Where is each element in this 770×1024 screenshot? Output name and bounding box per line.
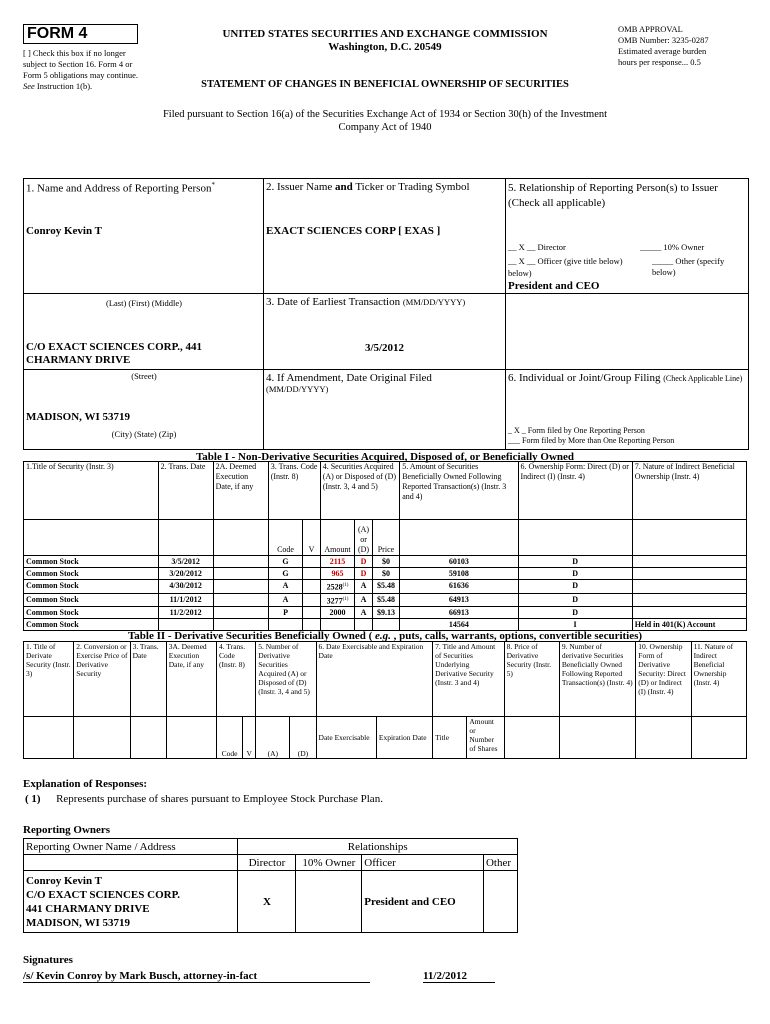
signatures-title: Signatures: [23, 954, 73, 966]
t1-cell-aod: [355, 556, 372, 568]
t1-cell-nature: [632, 568, 746, 580]
table-row: [24, 568, 747, 580]
t1-value-owned: 60103: [448, 557, 469, 566]
reporting-owners-table: [23, 838, 518, 933]
t2-h1: 1. Title of Derivate Security (Instr. 3): [24, 642, 74, 717]
agency-line2: Washington, D.C. 20549: [328, 41, 442, 53]
ro-owner-line: 441 CHARMANY DRIVE: [26, 902, 150, 915]
t1-value-code: P: [283, 608, 288, 618]
ro-owner-line: C/O EXACT SCIENCES CORP.: [26, 888, 181, 901]
ro-col-officer: Officer: [362, 855, 484, 871]
t2-h11: 11. Nature of Indirect Beneficial Ownership (Instr. 4): [691, 642, 746, 717]
form-title-box: [23, 24, 138, 44]
t1-value-form: D: [572, 557, 578, 566]
t1-value-owned: 61636: [448, 581, 469, 590]
t1-value-owned: 59108: [448, 569, 469, 578]
see-text: See: [23, 81, 35, 91]
t1-h-owned: 5. Amount of Securities Beneficially Owned Following Reported Transaction(s) (Instr. 3 and 4): [400, 462, 518, 520]
ro-owner-line: Conroy Kevin T: [26, 874, 102, 887]
t1-cell-nature: [632, 607, 746, 619]
t1-cell-aod: [355, 607, 372, 619]
t1-value-form: D: [572, 594, 578, 604]
ro-col-rel: Relationships: [238, 839, 518, 855]
t1-cell-security: [24, 607, 159, 619]
t1-value-form: D: [572, 608, 578, 618]
t1-cell-owned: [400, 593, 518, 607]
t1-cell-owned: [400, 607, 518, 619]
footnote-ref[interactable]: (1): [342, 596, 349, 602]
ro-other-val: [483, 871, 517, 933]
t2-sub-title: Title: [433, 717, 467, 759]
omb-approval: [618, 24, 763, 68]
t1-value-code: G: [282, 557, 289, 566]
t1-value-date: 3/5/2012: [171, 557, 200, 566]
t2-h3a: 3A. Deemed Execution Date, if any: [166, 642, 216, 717]
t1-cell-owned: [400, 619, 518, 631]
t1-cell-security: [24, 580, 159, 594]
reporting-owners-title: Reporting Owners: [23, 824, 111, 836]
t1-sub-price: Price: [372, 520, 400, 556]
t1-h-deemed: 2A. Deemed Execution Date, if any: [213, 462, 268, 520]
ro-director-val: X: [238, 871, 296, 933]
t1-cell-amount: [320, 619, 355, 631]
t1-cell-security: [24, 568, 159, 580]
t1-value-date: 11/2/2012: [169, 608, 202, 618]
omb-line1: OMB APPROVAL: [618, 24, 683, 34]
box2-label: 2. Issuer Name and Ticker or Trading Symbol: [266, 181, 470, 193]
box6-label: 6. Individual or Joint/Group Filing (Check Applicable Line): [508, 372, 743, 384]
t1-value-amount: 2528: [326, 582, 343, 592]
t2-sub-a: (A): [256, 717, 290, 759]
city-fields-label: (City) (State) (Zip): [111, 429, 177, 439]
table1: [23, 461, 747, 631]
t1-cell-amount: [320, 580, 355, 594]
t1-value-security: Common Stock: [26, 581, 79, 590]
t1-cell-nature: [632, 619, 746, 631]
t1-value-date: 4/30/2012: [169, 581, 202, 590]
ro-col-other: Other: [483, 855, 517, 871]
t1-cell-v: [303, 607, 320, 619]
t1-cell-date: [158, 580, 213, 594]
t1-cell-owned: [400, 568, 518, 580]
t1-h-security: 1.Title of Security (Instr. 3): [24, 462, 159, 520]
t1-cell-nature: [632, 580, 746, 594]
t1-value-aod: A: [360, 594, 367, 604]
t1-cell-price: [372, 580, 400, 594]
t1-cell-price: [372, 593, 400, 607]
street-address: C/O EXACT SCIENCES CORP., 441 CHARMANY DRIVE: [26, 341, 203, 366]
t1-cell-form: [518, 619, 632, 631]
t1-sub-aod: (A) or (D): [355, 520, 372, 556]
t1-value-price: $9.13: [376, 608, 395, 618]
t1-h-form: 6. Ownership Form: Direct (D) or Indirect (I) (Instr. 4): [518, 462, 632, 520]
table1-title: Table I - Non-Derivative Securities Acquired, Disposed of, or Beneficially Owned: [195, 451, 575, 463]
t2-sub-v: V: [243, 717, 256, 759]
street-label: (Street): [131, 371, 157, 381]
t1-cell-v: [303, 593, 320, 607]
t1-cell-deemed: [213, 607, 268, 619]
t1-cell-v: [303, 568, 320, 580]
one-person-option[interactable]: _ X _ Form filed by One Reporting Person: [508, 426, 645, 435]
t1-value-code: A: [282, 594, 289, 604]
city-state-zip: MADISON, WI 53719: [26, 411, 131, 423]
t1-cell-code: [268, 593, 303, 607]
t1-value-date: 3/20/2012: [169, 569, 202, 578]
t1-value-code: A: [282, 581, 289, 590]
t1-value-form: D: [572, 581, 578, 590]
box4-label: 4. If Amendment, Date Original Filed (MM/DD/YYYY): [266, 372, 432, 394]
t1-cell-aod: [355, 580, 372, 594]
table-row: [24, 619, 747, 631]
t1-cell-v: [303, 619, 320, 631]
t1-cell-deemed: [213, 580, 268, 594]
ro-col-director: Director: [238, 855, 296, 871]
t2-h10: 10. Ownership Form of Derivative Security: Direct (D) or Indirect (I) (Instr. 4): [636, 642, 691, 717]
checkbox-note-text: [ ] Check this box if no longer subject to Section 16. Form 4 or Form 5 obligations may continue.: [23, 48, 138, 80]
issuer-name: EXACT SCIENCES CORP [ EXAS ]: [266, 225, 441, 237]
t1-cell-v: [303, 556, 320, 568]
t1-cell-code: [268, 619, 303, 631]
t1-sub-code: Code: [268, 520, 303, 556]
t1-cell-price: [372, 607, 400, 619]
table2: [23, 641, 747, 759]
t1-cell-form: [518, 580, 632, 594]
officer-checkbox[interactable]: __ X __ Officer (give title below): [508, 256, 623, 266]
t1-value-price: $0: [381, 569, 390, 578]
boxes-frame: 1. Name and Address of Reporting Person* Conroy Kevin T (Last) (First) (Middle) C/O EXACT SCIENCES CORP., 441 CHARMANY DRIVE (Street) MADISON, WI 53719 (City) (State) (Zip) 2. Issuer Name and Ticker or Trading Symbol EXACT SCIENCES CORP [ EXAS ] 3. Date of Earliest Transaction (MM/DD/YYYY) 3/5/2012 4. If Amendment, Date Original Filed (MM/DD/YYYY) 5. Relationship of Reporting Person(s) to Issuer (Check all applicable) __ X __ Director _____ 10% Owner __ X __ Officer (give title below) _____ Other (specify below) below) President and CEO 6. Individual or Joint/Group Filing (Check Applicable Line) _ X _ Form filed by One Reporting Person ___ Form filed by More than One Reporting Person: [23, 178, 749, 450]
footnote-number: ( 1): [25, 793, 41, 805]
t2-h4: 4. Trans. Code (Instr. 8): [217, 642, 256, 717]
t1-cell-form: [518, 593, 632, 607]
ro-col-10: 10% Owner: [296, 855, 362, 871]
footnote-1: [25, 793, 383, 805]
t1-value-amount: 2000: [329, 608, 346, 618]
omb-line2: OMB Number: 3235-0287: [618, 35, 709, 45]
other-checkbox[interactable]: _____ Other (specify below): [652, 256, 725, 277]
t1-value-nature: Held in 401(K) Account: [634, 620, 716, 630]
t1-sub-amount: Amount: [320, 520, 355, 556]
checkbox-note: [23, 48, 151, 92]
t1-h-code: 3. Trans. Code (Instr. 8): [268, 462, 320, 520]
t1-value-aod: D: [360, 557, 367, 566]
t1-value-price: $0: [381, 557, 390, 566]
table2-title: Table II - Derivative Securities Beneficially Owned ( e.g. , puts, calls, warrants, options, convertible securities): [127, 630, 643, 642]
omb-line4: hours per response... 0.5: [618, 57, 701, 67]
t1-cell-code: [268, 580, 303, 594]
t1-value-security: Common Stock: [26, 620, 79, 630]
t2-sub-date-ex: Date Exercisable: [316, 717, 376, 759]
ro-owner-line: MADISON, WI 53719: [26, 916, 131, 929]
t1-cell-date: [158, 619, 213, 631]
t1-cell-code: [268, 607, 303, 619]
t1-value-owned: 66913: [448, 608, 469, 618]
t1-cell-date: [158, 593, 213, 607]
box5-label: 5. Relationship of Reporting Person(s) to Issuer (Check all applicable): [508, 182, 718, 209]
t1-cell-security: [24, 593, 159, 607]
t1-cell-deemed: [213, 593, 268, 607]
t1-value-date: 11/1/2012: [169, 594, 202, 604]
t1-cell-nature: [632, 593, 746, 607]
t1-cell-aod: [355, 619, 372, 631]
t1-value-security: Common Stock: [26, 594, 79, 604]
t2-h9: 9. Number of derivative Securities Beneficially Owned Following Reported Transaction(s) (Instr. 4): [559, 642, 635, 717]
t1-value-owned: 14564: [448, 620, 469, 630]
t1-cell-amount: [320, 556, 355, 568]
table-row: [24, 607, 747, 619]
t1-cell-price: [372, 568, 400, 580]
name-fields-label: (Last) (First) (Middle): [105, 298, 182, 308]
box3-label: 3. Date of Earliest Transaction (MM/DD/YYYY): [266, 296, 466, 308]
t1-cell-form: [518, 568, 632, 580]
t1-value-aod: A: [360, 608, 367, 618]
t1-value-aod: A: [360, 581, 367, 590]
t2-h6: 6. Date Exercisable and Expiration Date: [316, 642, 433, 717]
agency-line1: UNITED STATES SECURITIES AND EXCHANGE COMMISSION: [222, 28, 548, 40]
box1-label: 1. Name and Address of Reporting Person*: [26, 181, 215, 195]
t1-value-amount: 2115: [329, 557, 346, 566]
t1-cell-amount: [320, 607, 355, 619]
instruction-text: Instruction 1(b).: [36, 81, 93, 91]
t2-h8: 8. Price of Derivative Security (Instr. 5): [504, 642, 559, 717]
table-row: [24, 556, 747, 568]
t2-sub-code: Code: [217, 717, 243, 759]
statement-title: STATEMENT OF CHANGES IN BENEFICIAL OWNERSHIP OF SECURITIES: [201, 79, 569, 90]
t1-value-price: $5.48: [376, 581, 395, 590]
ro-col-name: Reporting Owner Name / Address: [24, 839, 238, 855]
t1-cell-deemed: [213, 556, 268, 568]
t1-value-security: Common Stock: [26, 557, 79, 566]
t1-value-form: I: [573, 620, 577, 630]
t1-h-date: 2. Trans. Date: [158, 462, 213, 520]
ro-ten-val: [296, 871, 362, 933]
t2-sub-exp: Expiration Date: [376, 717, 432, 759]
t1-cell-form: [518, 556, 632, 568]
filed-pursuant: Filed pursuant to Section 16(a) of the Securities Exchange Act of 1934 or Section 30(h) of the Investment Company Act of 1940: [162, 109, 608, 133]
t2-h3: 3. Trans. Date: [130, 642, 166, 717]
t1-value-form: D: [572, 569, 578, 578]
t1-cell-date: [158, 568, 213, 580]
director-checkbox[interactable]: __ X __ Director: [508, 242, 566, 252]
t1-cell-security: [24, 619, 159, 631]
t1-cell-amount: [320, 593, 355, 607]
table-row: [24, 593, 747, 607]
t1-cell-deemed: [213, 568, 268, 580]
t1-value-amount: 965: [331, 569, 344, 578]
earliest-transaction-date: 3/5/2012: [364, 342, 405, 354]
omb-line3: Estimated average burden: [618, 46, 707, 56]
t1-cell-price: [372, 619, 400, 631]
t2-sub-d: (D): [290, 717, 316, 759]
table-row: [24, 580, 747, 594]
footnote-text: Represents purchase of shares pursuant to Employee Stock Purchase Plan.: [56, 793, 383, 805]
t1-cell-aod: [355, 568, 372, 580]
t1-cell-form: [518, 607, 632, 619]
t1-cell-date: [158, 556, 213, 568]
signature-date: 11/2/2012: [423, 970, 495, 983]
t1-value-security: Common Stock: [26, 608, 79, 618]
form-title: FORM 4: [27, 25, 88, 42]
t1-value-owned: 64913: [448, 594, 469, 604]
t2-h5: 5. Number of Derivative Securities Acquired (A) or Disposed of (D) (Instr. 3, 4 and 5): [256, 642, 316, 717]
ro-officer-val: President and CEO: [362, 871, 484, 933]
officer-title: President and CEO: [508, 280, 600, 292]
t1-cell-code: [268, 568, 303, 580]
multiple-persons-option[interactable]: ___ Form filed by More than One Reporting Person: [508, 436, 675, 445]
t1-cell-date: [158, 607, 213, 619]
ro-owner-address: [24, 871, 238, 933]
t1-cell-deemed: [213, 619, 268, 631]
t1-value-security: Common Stock: [26, 569, 79, 578]
t1-cell-owned: [400, 580, 518, 594]
t1-cell-code: [268, 556, 303, 568]
t2-sub-amount: Amount or Number of Shares: [467, 717, 504, 759]
reporting-person-name: Conroy Kevin T: [26, 225, 102, 237]
explanation-title: Explanation of Responses:: [23, 778, 148, 790]
t1-cell-security: [24, 556, 159, 568]
ten-percent-owner-checkbox[interactable]: _____ 10% Owner: [640, 242, 705, 252]
t1-cell-aod: [355, 593, 372, 607]
t2-h2: 2. Conversion or Exercise Price of Derivative Security: [74, 642, 130, 717]
t1-value-amount: 3277: [326, 596, 343, 606]
t1-h-nature: 7. Nature of Indirect Beneficial Ownership (Instr. 4): [632, 462, 746, 520]
t1-cell-nature: [632, 556, 746, 568]
t1-cell-owned: [400, 556, 518, 568]
t1-value-price: $5.48: [376, 594, 395, 604]
t2-h7: 7. Title and Amount of Securities Underlying Derivative Security (Instr. 3 and 4): [433, 642, 504, 717]
t1-cell-price: [372, 556, 400, 568]
t1-cell-amount: [320, 568, 355, 580]
t1-value-code: G: [282, 569, 289, 578]
signature-line: /s/ Kevin Conroy by Mark Busch, attorney-in-fact: [23, 970, 370, 983]
t1-value-aod: D: [360, 569, 367, 578]
t1-sub-v: V: [303, 520, 320, 556]
footnote-ref[interactable]: (1): [342, 583, 349, 588]
t1-cell-v: [303, 580, 320, 594]
t1-h-acquired: 4. Securities Acquired (A) or Disposed of (D) (Instr. 3, 4 and 5): [320, 462, 400, 520]
